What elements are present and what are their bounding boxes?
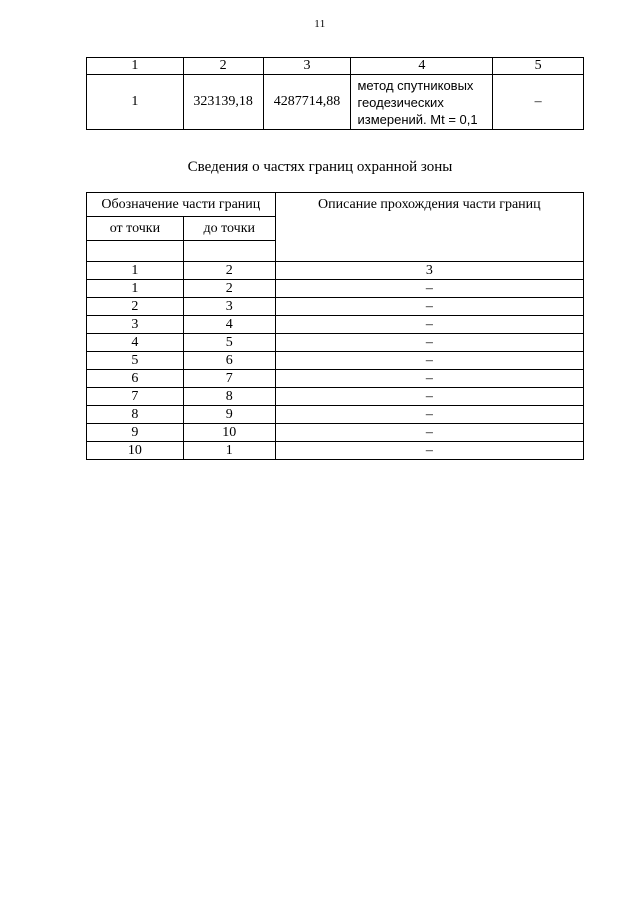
from-point-header: от точки <box>87 217 184 241</box>
table-row <box>87 370 584 388</box>
to-point-header: до точки <box>183 217 275 241</box>
to-point: 5 <box>183 334 275 352</box>
boundary-parts-table <box>86 192 584 460</box>
from-point: 3 <box>87 316 184 334</box>
to-point: 8 <box>183 388 275 406</box>
from-point-header-spacer <box>87 241 184 262</box>
method-line: измерений. Mt = 0,1 <box>357 111 478 127</box>
determination-method <box>351 75 493 130</box>
designation-header: Обозначение части границ <box>87 193 276 217</box>
description: – <box>275 352 583 370</box>
description: – <box>275 406 583 424</box>
to-point-header-spacer <box>183 241 275 262</box>
numbering-cell: 3 <box>275 262 583 280</box>
table-row <box>87 316 584 334</box>
table-row <box>87 298 584 316</box>
to-point: 2 <box>183 280 275 298</box>
from-point: 1 <box>87 280 184 298</box>
from-point: 7 <box>87 388 184 406</box>
coordinates-header-row <box>87 58 584 75</box>
to-point: 6 <box>183 352 275 370</box>
table-row <box>87 75 584 130</box>
section-title: Сведения о частях границ охранной зоны <box>187 159 453 175</box>
from-point: 10 <box>87 442 184 460</box>
table-row <box>87 280 584 298</box>
description: – <box>275 442 583 460</box>
numbering-cell: 2 <box>183 262 275 280</box>
column-number-1: 1 <box>87 58 184 75</box>
to-point: 7 <box>183 370 275 388</box>
from-point: 6 <box>87 370 184 388</box>
column-number-2: 2 <box>183 58 263 75</box>
table-row <box>87 424 584 442</box>
method-line: геодезических <box>357 94 444 110</box>
point-number: 1 <box>87 75 184 130</box>
from-point: 5 <box>87 352 184 370</box>
parts-header-row <box>87 193 584 217</box>
to-point: 10 <box>183 424 275 442</box>
column-number-4: 4 <box>351 58 493 75</box>
table-row <box>87 406 584 424</box>
description: – <box>275 388 583 406</box>
coordinates-table <box>86 57 584 130</box>
method-line: метод спутниковых <box>357 77 474 93</box>
numbering-row <box>87 262 584 280</box>
description: – <box>275 334 583 352</box>
column-number-3: 3 <box>263 58 351 75</box>
column-number-5: 5 <box>493 58 584 75</box>
description: – <box>275 280 583 298</box>
to-point: 1 <box>183 442 275 460</box>
from-point: 4 <box>87 334 184 352</box>
from-point: 2 <box>87 298 184 316</box>
numbering-cell: 1 <box>87 262 184 280</box>
coordinate-x: 323139,18 <box>183 75 263 130</box>
table-row <box>87 352 584 370</box>
to-point: 3 <box>183 298 275 316</box>
description: – <box>275 370 583 388</box>
page-number: 11 <box>314 18 326 30</box>
table-row <box>87 388 584 406</box>
to-point: 4 <box>183 316 275 334</box>
description: – <box>275 424 583 442</box>
column-5-value: – <box>493 75 584 130</box>
description: – <box>275 316 583 334</box>
to-point: 9 <box>183 406 275 424</box>
description: – <box>275 298 583 316</box>
table-row <box>87 334 584 352</box>
coordinate-y: 4287714,88 <box>263 75 351 130</box>
table-row <box>87 442 584 460</box>
description-header: Описание прохождения части границ <box>275 193 583 262</box>
from-point: 8 <box>87 406 184 424</box>
from-point: 9 <box>87 424 184 442</box>
